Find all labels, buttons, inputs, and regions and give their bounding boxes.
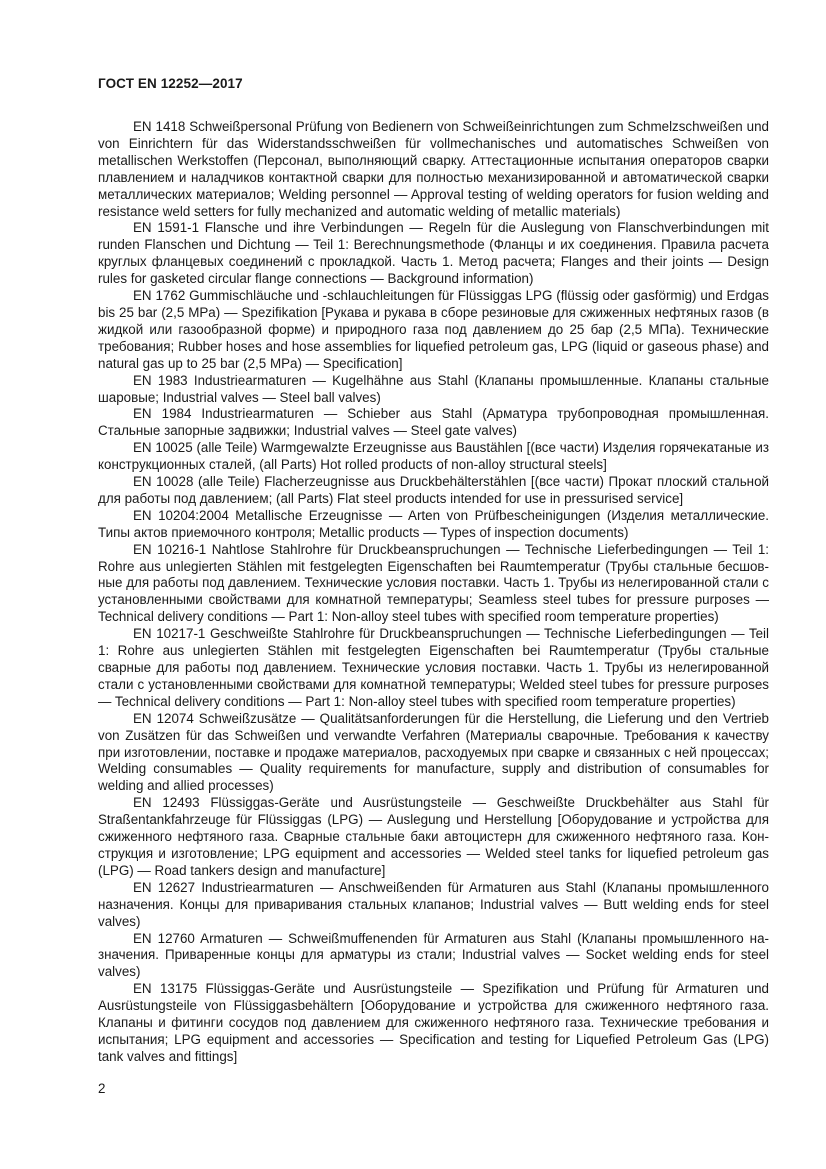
page-number: 2 <box>98 1081 106 1096</box>
reference-en-1418: EN 1418 Schweißpersonal Prüfung von Bedienern von Schweißeinrichtungen zum Schmelzschweißen und von Einrichtern für das Widerstandsschweißen für vollmechanisches und automatisches Schweißen von metallischen Werkstoffen (Персонал, выполняющий сварку. Аттестационные испытания операторов сварки плавлением и наладчиков контактной сварки для полностью механизированной и автоматической сварки металлических материалов; Welding personnel — Approval testing of welding operators for fusion welding and resistance weld setters for fully mechanized and automatic welding of metallic materials) <box>98 119 769 219</box>
reference-en-10028: EN 10028 (alle Teile) Flacherzeugnisse aus Druckbehälterstählen [(все части) Прокат плоский стальной для работы под давлением; (all Parts) Flat steel products intended for use in pressurised service] <box>98 474 769 506</box>
reference-en-1762: EN 1762 Gummischläuche und -schlauchleitungen für Flüssiggas LPG (flüssig oder gasförmig) und Erdgas bis 25 bar (2,5 MPa) — Spezifikation [Рукава и рукава в сборе резиновые для сжиженных нефтяных газов (в жидкой или газообразной форме) и природного газа под давлением до 25 бар (2,5 МПа). Технические требования; Rubber hoses and hose assemblies for liquefied petroleum gas, LPG (liquid or gaseous phase) and natural gas up to 25 bar (2,5 MPa) — Specification] <box>98 288 769 371</box>
reference-en-12627: EN 12627 Industriearmaturen — Anschweißenden für Armaturen aus Stahl (Клапаны промышленного назначения. Концы для приваривания стальных клапанов; Industrial valves — Butt welding ends for steel valves) <box>98 879 769 929</box>
reference-en-10025: EN 10025 (alle Teile) Warmgewalzte Erzeugnisse aus Baustählen [(все части) Изделия горячекатаные из конструкционных сталей, (all Parts) Hot rolled products of non-alloy structural steels] <box>98 440 769 473</box>
reference-en-1983: EN 1983 Industriearmaturen — Kugelhähne aus Stahl (Клапаны промышленные. Клапаны стальные шаровые; Industrial valves — Steel ball valves) <box>98 372 769 405</box>
reference-en-13175: EN 13175 Flüssiggas-Geräte und Ausrüstungsteile — Spezifikation und Prüfung für Armaturen und Ausrüstungsteile von Flüssiggasbehältern [Оборудование и устройства для сжиженного нефтяного газа. Клапаны и фитинги сосудов под давлением для сжиженного нефтяного газа. Технические требования и испытания; LPG equipment and accessories — Specification and testing for Liquefied Petroleum Gas (LPG) tank valves and fittings] <box>98 981 769 1064</box>
document-header: ГОСТ EN 12252—2017 <box>98 76 243 91</box>
reference-en-10216-1: EN 10216-1 Nahtlose Stahlrohre für Druckbeanspruchungen — Technische Lieferbedingungen — Teil 1: Rohre aus unlegierten Stählen mit festgelegten Eigenschaften bei Raumtemperatur (Трубы стальные бесшовные для работы под давлением. Технические условия поставки. Часть 1. Трубы из нелегированной стали с установленными свойствами для комнатной температуры; Seamless steel tubes for pressure purposes — Technical delivery conditions — Part 1: Non-alloy steel tubes with specified room temperature properties) <box>98 541 769 625</box>
reference-list <box>98 119 769 1066</box>
reference-en-12074: EN 12074 Schweißzusätze — Qualitätsanforderungen für die Herstellung, die Lieferung und den Vertrieb von Zusätzen für das Schweißen und verwandte Verfahren (Материалы сварочные. Требования к качеству при изготовлении, поставке и продаже материалов, расходуемых при сварке и связанных с ней процессах; Welding consumables — Quality requirements for manufacture, supply and distribution of consumables for welding and allied processes) <box>98 710 769 794</box>
reference-en-12493: EN 12493 Flüssiggas-Geräte und Ausrüstungsteile — Geschweißte Druckbehälter aus Stahl für Straßentankfahrzeuge für Flüssiggas (LPG) — Auslegung und Herstellung [Оборудование и устройства для сжиженного нефтяного газа. Сварные стальные баки автоцистерн для сжиженного нефтяного газа. Конструкция и изготовление; LPG equipment and accessories — Welded steel tanks for liquefied petroleum gas (LPG) — Road tankers design and manufacture] <box>98 795 769 878</box>
reference-en-12760: EN 12760 Armaturen — Schweißmuffenenden für Armaturen aus Stahl (Клапаны промышленного назначения. Приваренные концы для арматуры из стали; Industrial valves — Socket welding ends for steel valves) <box>98 930 769 980</box>
reference-en-10217-1: EN 10217-1 Geschweißte Stahlrohre für Druckbeanspruchungen — Technische Lieferbedingungen — Teil 1: Rohre aus unlegierten Stählen mit festgelegten Eigenschaften bei Raumtemperatur (Трубы стальные сварные для работы под давлением. Технические условия поставки. Часть 1. Трубы из нелегированной стали с установленными свойствами для комнатной температуры; Welded steel tubes for pressure purposes — Technical delivery conditions — Part 1: Non-alloy steel tubes with specified room temperature properties) <box>98 626 769 709</box>
reference-en-1984: EN 1984 Industriearmaturen — Schieber aus Stahl (Арматура трубопроводная промышленная. Стальные запорные задвижки; Industrial valves — Steel gate valves) <box>98 406 769 439</box>
reference-en-10204: EN 10204:2004 Metallische Erzeugnisse — Arten von Prüfbescheinigungen (Изделия металлические. Типы актов приемочного контроля; Metallic products — Types of inspection documents) <box>98 507 769 540</box>
reference-en-1591-1: EN 1591-1 Flansche und ihre Verbindungen — Regeln für die Auslegung von Flanschverbindungen mit runden Flanschen und Dichtung — Teil 1: Berechnungsmethode (Фланцы и их соединения. Правила расчета круглых фланцевых соединений с прокладкой. Часть 1. Метод расчета; Flanges and their joints — Design rules for gasketed circular flange connections — Background information) <box>98 220 769 287</box>
